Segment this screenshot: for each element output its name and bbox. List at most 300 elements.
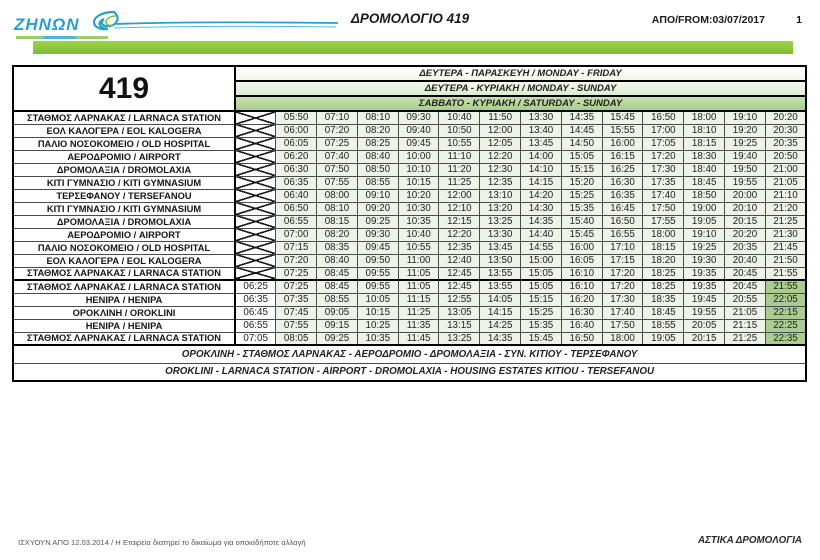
no-service-cross-icon xyxy=(235,202,276,215)
no-service-cross-icon xyxy=(235,189,276,202)
urban-routes-label: ΑΣΤΙΚΑ ΔΡΟΜΟΛΟΓΙΑ xyxy=(698,535,802,546)
departure-time: 16:35 xyxy=(602,189,643,202)
departure-time: 07:25 xyxy=(276,267,317,280)
logo-tagline-strip xyxy=(16,36,108,39)
table-row xyxy=(13,267,806,280)
departure-time: 16:50 xyxy=(643,111,684,124)
departure-time: 10:55 xyxy=(439,137,480,150)
departure-time: 16:45 xyxy=(602,202,643,215)
departure-time: 09:15 xyxy=(317,319,358,332)
departure-time: 07:50 xyxy=(317,163,358,176)
departure-time: 07:35 xyxy=(276,293,317,306)
departure-time: 10:00 xyxy=(398,150,439,163)
departure-time: 10:05 xyxy=(357,293,398,306)
departure-time: 10:25 xyxy=(357,319,398,332)
departure-time: 12:45 xyxy=(439,267,480,280)
no-service-cross-icon xyxy=(235,124,276,137)
departure-time: 11:00 xyxy=(398,254,439,267)
departure-time: 11:35 xyxy=(398,319,439,332)
departure-time: 18:00 xyxy=(643,228,684,241)
departure-time: 08:20 xyxy=(357,124,398,137)
departure-time: 06:35 xyxy=(276,176,317,189)
departure-time: 21:25 xyxy=(725,332,766,345)
departure-time: 18:30 xyxy=(684,150,725,163)
table-row xyxy=(13,111,806,124)
departure-time: 14:35 xyxy=(521,215,562,228)
table-row xyxy=(13,280,806,293)
departure-time: 15:00 xyxy=(521,254,562,267)
departure-time: 16:50 xyxy=(561,332,602,345)
departure-time: 20:55 xyxy=(725,293,766,306)
no-service-cross-icon xyxy=(235,111,276,124)
departure-time: 17:15 xyxy=(602,254,643,267)
departure-time: 15:40 xyxy=(561,215,602,228)
departure-time: 20:15 xyxy=(684,332,725,345)
departure-time: 06:30 xyxy=(276,163,317,176)
departure-time: 18:45 xyxy=(643,306,684,319)
service-header-mon-sun: ΔΕΥΤΕΡΑ - ΚΥΡΙΑΚΗ / MONDAY - SUNDAY xyxy=(235,81,806,96)
departure-time: 15:05 xyxy=(521,280,562,293)
departure-time: 08:10 xyxy=(357,111,398,124)
departure-time: 12:00 xyxy=(480,124,521,137)
departure-time: 14:15 xyxy=(480,306,521,319)
departure-time: 12:15 xyxy=(439,215,480,228)
departure-time: 18:55 xyxy=(643,319,684,332)
no-service-cross-icon xyxy=(235,163,276,176)
departure-time: 14:25 xyxy=(480,319,521,332)
departure-time: 10:15 xyxy=(357,306,398,319)
station-name: ΠΑΛΙΟ ΝΟΣΟΚΟΜΕΙΟ / OLD HOSPITAL xyxy=(13,137,235,150)
departure-time: 16:05 xyxy=(561,254,602,267)
departure-time: 13:45 xyxy=(480,241,521,254)
no-service-cross-icon xyxy=(235,176,276,189)
departure-time: 06:55 xyxy=(235,319,276,332)
departure-time: 10:30 xyxy=(398,202,439,215)
departure-time: 19:55 xyxy=(684,306,725,319)
departure-time: 10:35 xyxy=(357,332,398,345)
departure-time: 16:00 xyxy=(602,137,643,150)
departure-time: 18:10 xyxy=(684,124,725,137)
departure-time: 17:35 xyxy=(643,176,684,189)
departure-time: 06:25 xyxy=(235,280,276,293)
departure-time: 14:35 xyxy=(561,111,602,124)
departure-time: 19:10 xyxy=(725,111,766,124)
departure-time: 19:35 xyxy=(684,280,725,293)
departure-time: 20:05 xyxy=(684,319,725,332)
departure-time: 14:15 xyxy=(521,176,562,189)
station-name: ΚΙΤΙ ΓΥΜΝΑΣΙΟ / KITI GYMNASIUM xyxy=(13,176,235,189)
departure-time: 15:05 xyxy=(561,150,602,163)
departure-time: 16:25 xyxy=(602,163,643,176)
departure-time: 16:55 xyxy=(602,228,643,241)
departure-time: 17:20 xyxy=(602,267,643,280)
no-service-cross-icon xyxy=(235,150,276,163)
departure-time: 15:15 xyxy=(561,163,602,176)
departure-time: 08:35 xyxy=(317,241,358,254)
departure-time: 17:30 xyxy=(643,163,684,176)
station-name: ΣΤΑΘΜΟΣ ΛΑΡΝΑΚΑΣ / LARNACA STATION xyxy=(13,332,235,345)
departure-time: 12:00 xyxy=(439,189,480,202)
departure-time: 06:20 xyxy=(276,150,317,163)
departure-time: 06:55 xyxy=(276,215,317,228)
departure-time: 11:45 xyxy=(398,332,439,345)
departure-time: 16:40 xyxy=(561,319,602,332)
departure-time: 14:20 xyxy=(521,189,562,202)
departure-time: 13:40 xyxy=(521,124,562,137)
station-name: ΣΤΑΘΜΟΣ ΛΑΡΝΑΚΑΣ / LARNACA STATION xyxy=(13,111,235,124)
station-name: ΗΕΝΙΡΑ / HENIPA xyxy=(13,293,235,306)
departure-time: 20:00 xyxy=(725,189,766,202)
departure-time: 16:30 xyxy=(561,306,602,319)
departure-time: 12:35 xyxy=(480,176,521,189)
table-row xyxy=(13,332,806,345)
table-row xyxy=(13,137,806,150)
departure-time: 15:35 xyxy=(561,202,602,215)
departure-time: 17:20 xyxy=(602,280,643,293)
departure-time: 17:20 xyxy=(643,150,684,163)
page-number: 1 xyxy=(796,14,802,26)
table-row xyxy=(13,163,806,176)
departure-time: 14:10 xyxy=(521,163,562,176)
station-name: ΚΙΤΙ ΓΥΜΝΑΣΙΟ / KITI GYMNASIUM xyxy=(13,202,235,215)
validity-disclaimer: ΙΣΧΥΟΥΝ ΑΠΟ 12.03.2014 / Η Εταιρεία διατηρεί το δικαίωμα για οποιαδήποτε αλλαγή xyxy=(18,538,306,547)
departure-time: 12:20 xyxy=(439,228,480,241)
departure-time: 19:45 xyxy=(684,293,725,306)
departure-time: 18:20 xyxy=(643,254,684,267)
departure-time: 07:20 xyxy=(317,124,358,137)
departure-time: 14:30 xyxy=(521,202,562,215)
station-name: ΕΟΛ ΚΑΛΟΓΕΡΑ / EOL KALOGERA xyxy=(13,124,235,137)
departure-time: 22:25 xyxy=(765,319,806,332)
departure-time: 15:55 xyxy=(602,124,643,137)
table-row xyxy=(13,228,806,241)
route-number: 419 xyxy=(13,66,235,111)
departure-time: 07:25 xyxy=(317,137,358,150)
table-row xyxy=(13,319,806,332)
departure-time: 21:20 xyxy=(765,202,806,215)
departure-time: 18:50 xyxy=(684,189,725,202)
departure-time: 13:45 xyxy=(521,137,562,150)
no-service-cross-icon xyxy=(235,228,276,241)
departure-time: 14:35 xyxy=(480,332,521,345)
departure-time: 18:25 xyxy=(643,267,684,280)
departure-time: 16:20 xyxy=(561,293,602,306)
departure-time: 05:50 xyxy=(276,111,317,124)
departure-time: 12:55 xyxy=(439,293,480,306)
departure-time: 10:15 xyxy=(398,176,439,189)
no-service-cross-icon xyxy=(235,267,276,280)
departure-time: 15:45 xyxy=(602,111,643,124)
departure-time: 20:20 xyxy=(765,111,806,124)
departure-time: 07:45 xyxy=(276,306,317,319)
departure-time: 07:25 xyxy=(276,280,317,293)
table-row xyxy=(13,176,806,189)
departure-time: 19:40 xyxy=(725,150,766,163)
station-name: ΔΡΟΜΟΛΑΞΙΑ / DROMOLAXIA xyxy=(13,163,235,176)
departure-time: 18:45 xyxy=(684,176,725,189)
departure-time: 09:30 xyxy=(357,228,398,241)
departure-time: 12:10 xyxy=(439,202,480,215)
departure-time: 09:50 xyxy=(357,254,398,267)
departure-time: 08:40 xyxy=(357,150,398,163)
departure-time: 15:25 xyxy=(561,189,602,202)
station-name: ΟΡΟΚΛΙΝΗ / OROKLINI xyxy=(13,306,235,319)
departure-time: 09:45 xyxy=(398,137,439,150)
departure-time: 17:55 xyxy=(643,215,684,228)
departure-time: 08:25 xyxy=(357,137,398,150)
departure-time: 07:55 xyxy=(317,176,358,189)
accent-divider-bar xyxy=(33,41,793,54)
departure-time: 09:10 xyxy=(357,189,398,202)
departure-time: 21:45 xyxy=(765,241,806,254)
departure-time: 12:05 xyxy=(480,137,521,150)
departure-time: 14:50 xyxy=(561,137,602,150)
departure-time: 20:15 xyxy=(725,215,766,228)
departure-time: 09:25 xyxy=(357,215,398,228)
departure-time: 11:05 xyxy=(398,267,439,280)
departure-time: 20:30 xyxy=(765,124,806,137)
departure-time: 13:55 xyxy=(480,267,521,280)
departure-time: 19:25 xyxy=(684,241,725,254)
departure-time: 08:40 xyxy=(317,254,358,267)
table-row xyxy=(13,124,806,137)
departure-time: 08:45 xyxy=(317,280,358,293)
departure-time: 19:05 xyxy=(643,332,684,345)
departure-time: 08:20 xyxy=(317,228,358,241)
departure-time: 07:10 xyxy=(317,111,358,124)
departure-time: 09:40 xyxy=(398,124,439,137)
table-row xyxy=(13,215,806,228)
departure-time: 11:15 xyxy=(398,293,439,306)
departure-time: 10:40 xyxy=(439,111,480,124)
departure-time: 19:30 xyxy=(684,254,725,267)
departure-time: 13:20 xyxy=(480,202,521,215)
departure-time: 09:55 xyxy=(357,280,398,293)
departure-time: 07:20 xyxy=(276,254,317,267)
departure-time: 17:30 xyxy=(602,293,643,306)
departure-time: 13:50 xyxy=(480,254,521,267)
departure-time: 20:35 xyxy=(725,241,766,254)
departure-time: 19:50 xyxy=(725,163,766,176)
departure-time: 21:50 xyxy=(765,254,806,267)
departure-time: 10:50 xyxy=(439,124,480,137)
station-name: ΣΤΑΘΜΟΣ ΛΑΡΝΑΚΑΣ / LARNACA STATION xyxy=(13,280,235,293)
departure-time: 07:40 xyxy=(317,150,358,163)
departure-time: 07:55 xyxy=(276,319,317,332)
departure-time: 21:05 xyxy=(765,176,806,189)
departure-time: 21:05 xyxy=(725,306,766,319)
departure-time: 16:10 xyxy=(561,267,602,280)
departure-time: 08:45 xyxy=(317,267,358,280)
departure-time: 06:45 xyxy=(235,306,276,319)
departure-time: 13:05 xyxy=(439,306,480,319)
departure-time: 13:55 xyxy=(480,280,521,293)
departure-time: 20:10 xyxy=(725,202,766,215)
departure-time: 16:15 xyxy=(602,150,643,163)
departure-time: 13:30 xyxy=(521,111,562,124)
departure-time: 11:05 xyxy=(398,280,439,293)
departure-time: 22:05 xyxy=(765,293,806,306)
departure-time: 16:30 xyxy=(602,176,643,189)
departure-time: 12:40 xyxy=(439,254,480,267)
no-service-cross-icon xyxy=(235,241,276,254)
departure-time: 08:50 xyxy=(357,163,398,176)
departure-time: 20:40 xyxy=(725,254,766,267)
departure-time: 18:40 xyxy=(684,163,725,176)
departure-time: 13:25 xyxy=(480,215,521,228)
departure-time: 18:25 xyxy=(643,280,684,293)
table-row xyxy=(13,306,806,319)
departure-time: 17:10 xyxy=(602,241,643,254)
departure-time: 12:20 xyxy=(480,150,521,163)
timetable-body xyxy=(13,111,806,345)
station-name: ΔΡΟΜΟΛΑΞΙΑ / DROMOLAXIA xyxy=(13,215,235,228)
table-row xyxy=(13,189,806,202)
station-name: ΑΕΡΟΔΡΟΜΙΟ / AIRPORT xyxy=(13,228,235,241)
station-name: ΠΑΛΙΟ ΝΟΣΟΚΟΜΕΙΟ / OLD HOSPITAL xyxy=(13,241,235,254)
departure-time: 15:45 xyxy=(521,332,562,345)
departure-time: 11:20 xyxy=(439,163,480,176)
departure-time: 10:10 xyxy=(398,163,439,176)
departure-time: 09:25 xyxy=(317,332,358,345)
table-row xyxy=(13,150,806,163)
departure-time: 16:00 xyxy=(561,241,602,254)
departure-time: 17:50 xyxy=(643,202,684,215)
departure-time: 10:20 xyxy=(398,189,439,202)
departure-time: 18:15 xyxy=(643,241,684,254)
departure-time: 10:55 xyxy=(398,241,439,254)
departure-time: 20:50 xyxy=(765,150,806,163)
departure-time: 17:40 xyxy=(643,189,684,202)
table-row xyxy=(13,202,806,215)
departure-time: 15:45 xyxy=(561,228,602,241)
departure-time: 18:00 xyxy=(602,332,643,345)
departure-time: 21:10 xyxy=(765,189,806,202)
table-row xyxy=(13,293,806,306)
departure-time: 11:50 xyxy=(480,111,521,124)
departure-time: 11:25 xyxy=(398,306,439,319)
departure-time: 18:15 xyxy=(684,137,725,150)
departure-time: 11:25 xyxy=(439,176,480,189)
departure-time: 13:10 xyxy=(480,189,521,202)
departure-time: 20:20 xyxy=(725,228,766,241)
departure-time: 06:00 xyxy=(276,124,317,137)
departure-time: 21:15 xyxy=(725,319,766,332)
no-service-cross-icon xyxy=(235,254,276,267)
departure-time: 12:30 xyxy=(480,163,521,176)
departure-time: 08:55 xyxy=(357,176,398,189)
station-name: ΗΕΝΙΡΑ / HENIPA xyxy=(13,319,235,332)
departure-time: 17:50 xyxy=(602,319,643,332)
departure-time: 08:55 xyxy=(317,293,358,306)
departure-time: 22:15 xyxy=(765,306,806,319)
departure-time: 14:45 xyxy=(561,124,602,137)
departure-time: 12:45 xyxy=(439,280,480,293)
departure-time: 06:40 xyxy=(276,189,317,202)
departure-time: 15:20 xyxy=(561,176,602,189)
departure-time: 09:55 xyxy=(357,267,398,280)
departure-time: 09:05 xyxy=(317,306,358,319)
departure-time: 19:05 xyxy=(684,215,725,228)
departure-time: 21:30 xyxy=(765,228,806,241)
route-description-english: OROKLINI - LARNACA STATION - AIRPORT - DROMOLAXIA - HOUSING ESTATES KITIOU - TERSEFANOU xyxy=(13,363,806,381)
departure-time: 14:05 xyxy=(480,293,521,306)
departure-time: 20:45 xyxy=(725,267,766,280)
departure-time: 15:05 xyxy=(521,267,562,280)
departure-time: 21:25 xyxy=(765,215,806,228)
departure-time: 09:45 xyxy=(357,241,398,254)
departure-time: 19:25 xyxy=(725,137,766,150)
departure-time: 21:55 xyxy=(765,267,806,280)
departure-time: 15:25 xyxy=(521,306,562,319)
departure-time: 17:05 xyxy=(643,137,684,150)
departure-time: 13:25 xyxy=(439,332,480,345)
no-service-cross-icon xyxy=(235,137,276,150)
departure-time: 11:10 xyxy=(439,150,480,163)
departure-time: 20:45 xyxy=(725,280,766,293)
departure-time: 17:00 xyxy=(643,124,684,137)
route-description-greek: ΟΡΟΚΛΙΝΗ - ΣΤΑΘΜΟΣ ΛΑΡΝΑΚΑΣ - ΑΕΡΟΔΡΟΜΙΟ - ΔΡΟΜΟΛΑΞΙΑ - ΣΥΝ. ΚΙΤΙΟΥ - ΤΕΡΣΕΦΑΝΟΥ xyxy=(13,345,806,363)
table-row xyxy=(13,254,806,267)
departure-time: 19:20 xyxy=(725,124,766,137)
zenon-logo-text: ZHNΩN xyxy=(14,15,80,34)
departure-time: 08:00 xyxy=(317,189,358,202)
departure-time: 07:00 xyxy=(276,228,317,241)
departure-time: 18:00 xyxy=(684,111,725,124)
departure-time: 22:35 xyxy=(765,332,806,345)
station-name: ΑΕΡΟΔΡΟΜΙΟ / AIRPORT xyxy=(13,150,235,163)
service-header-sat-sun: ΣΑΒΒΑΤΟ - ΚΥΡΙΑΚΗ / SATURDAY - SUNDAY xyxy=(235,96,806,111)
departure-time: 08:15 xyxy=(317,215,358,228)
table-row xyxy=(13,241,806,254)
departure-time: 06:50 xyxy=(276,202,317,215)
departure-time: 15:15 xyxy=(521,293,562,306)
departure-time: 21:00 xyxy=(765,163,806,176)
departure-time: 10:40 xyxy=(398,228,439,241)
departure-time: 09:20 xyxy=(357,202,398,215)
departure-time: 16:50 xyxy=(602,215,643,228)
departure-time: 06:05 xyxy=(276,137,317,150)
station-name: ΣΤΑΘΜΟΣ ΛΑΡΝΑΚΑΣ / LARNACA STATION xyxy=(13,267,235,280)
no-service-cross-icon xyxy=(235,215,276,228)
departure-time: 13:15 xyxy=(439,319,480,332)
departure-time: 19:55 xyxy=(725,176,766,189)
route-timetable xyxy=(12,65,807,382)
departure-time: 09:30 xyxy=(398,111,439,124)
departure-time: 13:30 xyxy=(480,228,521,241)
station-name: ΕΟΛ ΚΑΛΟΓΕΡΑ / EOL KALOGERA xyxy=(13,254,235,267)
departure-time: 12:35 xyxy=(439,241,480,254)
departure-time: 10:35 xyxy=(398,215,439,228)
valid-from-date: ΑΠΟ/FROM:03/07/2017 xyxy=(651,14,765,26)
departure-time: 19:00 xyxy=(684,202,725,215)
departure-time: 06:35 xyxy=(235,293,276,306)
departure-time: 08:10 xyxy=(317,202,358,215)
service-header-mon-fri: ΔΕΥΤΕΡΑ - ΠΑΡΑΣΚΕΥΗ / MONDAY - FRIDAY xyxy=(235,66,806,81)
departure-time: 07:05 xyxy=(235,332,276,345)
departure-time: 15:35 xyxy=(521,319,562,332)
departure-time: 14:00 xyxy=(521,150,562,163)
departure-time: 17:40 xyxy=(602,306,643,319)
departure-time: 18:35 xyxy=(643,293,684,306)
departure-time: 21:55 xyxy=(765,280,806,293)
departure-time: 19:10 xyxy=(684,228,725,241)
station-name: ΤΕΡΣΕΦΑΝΟΥ / TERSEFANOU xyxy=(13,189,235,202)
departure-time: 14:55 xyxy=(521,241,562,254)
departure-time: 19:35 xyxy=(684,267,725,280)
departure-time: 08:05 xyxy=(276,332,317,345)
departure-time: 20:35 xyxy=(765,137,806,150)
